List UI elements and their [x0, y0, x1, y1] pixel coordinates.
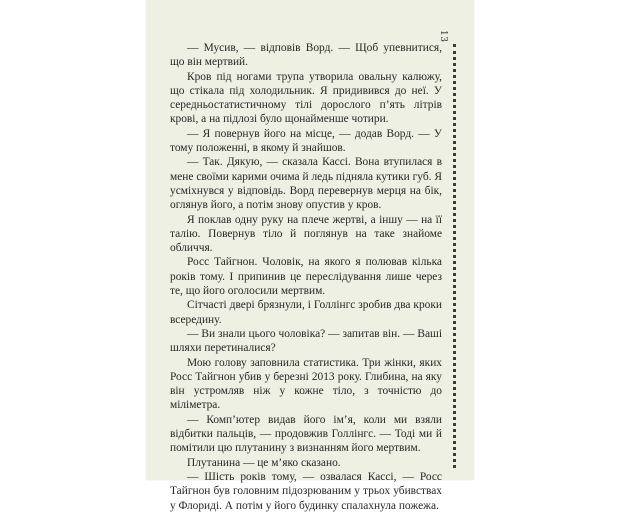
page-number: 13	[438, 30, 448, 43]
paragraph: Росс Тайгнон. Чоловік, на якого я полював кілька років тому. І припинив це переслідування лише через те, що його оголосили мертвим.	[170, 256, 442, 298]
body-text	[170, 41, 442, 513]
dotted-margin-rule	[453, 44, 456, 468]
paragraph: — Ви знали цього чоловіка? — запитав він. — Ваші шляхи перетиналися?	[170, 327, 442, 355]
paragraph: — Шість років тому, — озвалася Кассі, — Росс Тайгнон був головним підозрюваним у трьох убивствах у Флориді. А потім у його будинку спалахнула пожежа.	[170, 470, 442, 512]
paragraph: — Так. Дякую, — сказала Кассі. Вона втупилася в мене своїми карими очима й ледь підняла кутики губ. Я усміхнувся у відповідь. Ворд перевернув мерця на бік, оглянув його, а потім знову опустив у кров.	[170, 156, 442, 212]
paragraph: — Комп’ютер видав його ім’я, коли ми взяли відбитки пальців, — продовжив Голлінгс. — Тоді ми й помітили цю плутанину з визнанням його мертвим.	[170, 413, 442, 455]
paragraph: Плутанина — це м’яко сказано.	[187, 456, 341, 469]
paragraph: Кров під ногами трупа утворила овальну калюжу, що стікала під холодильник. Я придивився до неї. У середньостатистичному тілі дорослого п’ять літрів крові, а на підлозі було щонайменше чотири.	[170, 70, 442, 126]
paragraph: Я поклав одну руку на плече жертві, а іншу — на її талію. Повернув тіло й поглянув на таке знайоме обличчя.	[170, 213, 442, 255]
paragraph: Сітчасті двері брязнули, і Голлінгс зробив два кроки всередину.	[170, 299, 442, 326]
paragraph: — Я повернув його на місце, — додав Ворд. — У тому положенні, в якому й знайшов.	[170, 127, 442, 155]
paragraph: — Мусив, — відповів Ворд. — Щоб упевнитися, що він мертвий.	[170, 42, 442, 69]
paragraph: Мою голову заповнила статистика. Три жінки, яких Росс Тайгнон убив у березні 2013 року. Глибина, на яку він устромляв ніж у кожне тіло, з точністю до міліметра.	[170, 356, 442, 412]
